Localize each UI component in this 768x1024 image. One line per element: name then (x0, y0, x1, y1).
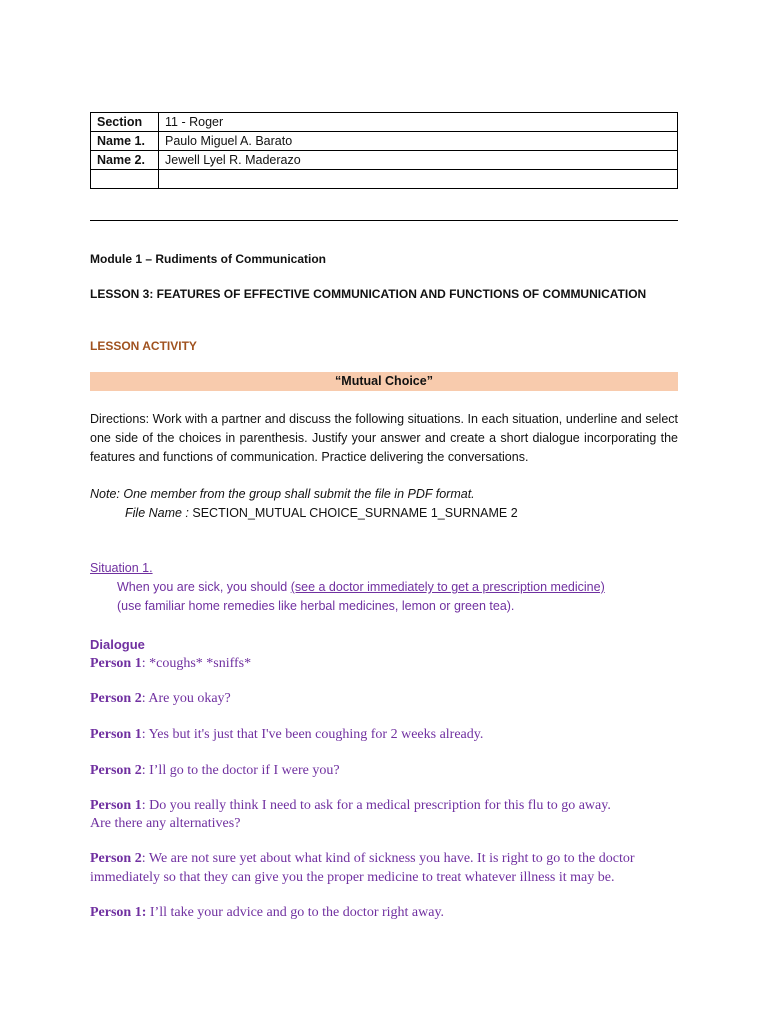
dialogue-line (90, 690, 690, 708)
dialogue-line (90, 850, 690, 868)
speaker-name: Person 1 (90, 727, 142, 742)
directions-paragraph: Directions: Work with a partner and discuss the following situations. In each situation, underline and select one side of the choices in parenthesis. Justify your answer and create a short dialogue incorporating the features and functions of communication. Practice delivering the conversations. (90, 412, 678, 464)
table-row (91, 151, 678, 170)
speaker-sep: : (141, 727, 149, 742)
speaker-name: Person 2 (90, 851, 142, 866)
speaker-sep: : (141, 656, 150, 671)
speaker-sep: : (141, 798, 150, 813)
speaker-name: Person 1 (90, 798, 142, 813)
speaker-sep: : (141, 691, 149, 706)
speaker-name: Person 2 (90, 763, 142, 778)
dialogue-line (90, 797, 690, 815)
file-name-value: SECTION_MUTUAL CHOICE_SURNAME 1_SURNAME 2 (188, 506, 518, 520)
dialogue-continuation: immediately so that they can give you the proper medicine to treat whatever illness it may be. (90, 870, 615, 885)
dialogue-text: I’ll go to the doctor if I were you? (149, 763, 340, 778)
speaker-name: Person 1 (90, 656, 142, 671)
situation-prompt-line (117, 580, 605, 594)
empty-value (159, 170, 678, 189)
dialogue-text: Are you okay? (148, 691, 231, 706)
dialogue-title: Dialogue (90, 637, 145, 652)
name1-value: Paulo Miguel A. Barato (159, 132, 678, 151)
speaker-name: Person 1: (90, 905, 147, 920)
activity-title-banner: “Mutual Choice” (90, 372, 678, 391)
dialogue-line (90, 655, 690, 673)
other-choice: (use familiar home remedies like herbal medicines, lemon or green tea). (117, 599, 515, 613)
file-name-line (125, 506, 518, 520)
dialogue-text: Do you really think I need to ask for a medical prescription for this flu to go away. (149, 798, 611, 813)
situation-title: Situation 1. (90, 561, 153, 575)
dialogue-line (90, 762, 690, 780)
selected-choice: (see a doctor immediately to get a prescription medicine) (290, 580, 605, 594)
speaker-name: Person 2 (90, 691, 142, 706)
dialogue-text: We are not sure yet about what kind of sickness you have. It is right to go to the doctor (148, 851, 635, 866)
situation-prompt: When you are sick, you should (117, 580, 291, 594)
activity-label: LESSON ACTIVITY (90, 339, 197, 353)
name2-value: Jewell Lyel R. Maderazo (159, 151, 678, 170)
dialogue-line (90, 726, 690, 744)
dialogue-text: Yes but it's just that I've been coughing for 2 weeks already. (148, 727, 484, 742)
dialogue-line (90, 904, 690, 922)
table-row (91, 170, 678, 189)
section-value: 11 - Roger (159, 113, 678, 132)
table-row (91, 132, 678, 151)
dialogue-continuation: Are there any alternatives? (90, 816, 241, 831)
speaker-sep: : (141, 763, 150, 778)
info-table (90, 112, 678, 189)
horizontal-divider (90, 220, 678, 221)
speaker-sep: : (141, 851, 149, 866)
dialogue-text: I’ll take your advice and go to the doctor right away. (149, 905, 445, 920)
table-row (91, 113, 678, 132)
module-title: Module 1 – Rudiments of Communication (90, 252, 327, 266)
file-name-label: File Name : (125, 506, 189, 520)
name1-label: Name 1. (91, 132, 159, 151)
lesson-title: LESSON 3: FEATURES OF EFFECTIVE COMMUNICATION AND FUNCTIONS OF COMMUNICATION (90, 287, 647, 301)
empty-label (91, 170, 159, 189)
note-text: Note: One member from the group shall submit the file in PDF format. (90, 487, 475, 501)
section-label: Section (91, 113, 159, 132)
dialogue-text: *coughs* *sniffs* (149, 656, 252, 671)
name2-label: Name 2. (91, 151, 159, 170)
